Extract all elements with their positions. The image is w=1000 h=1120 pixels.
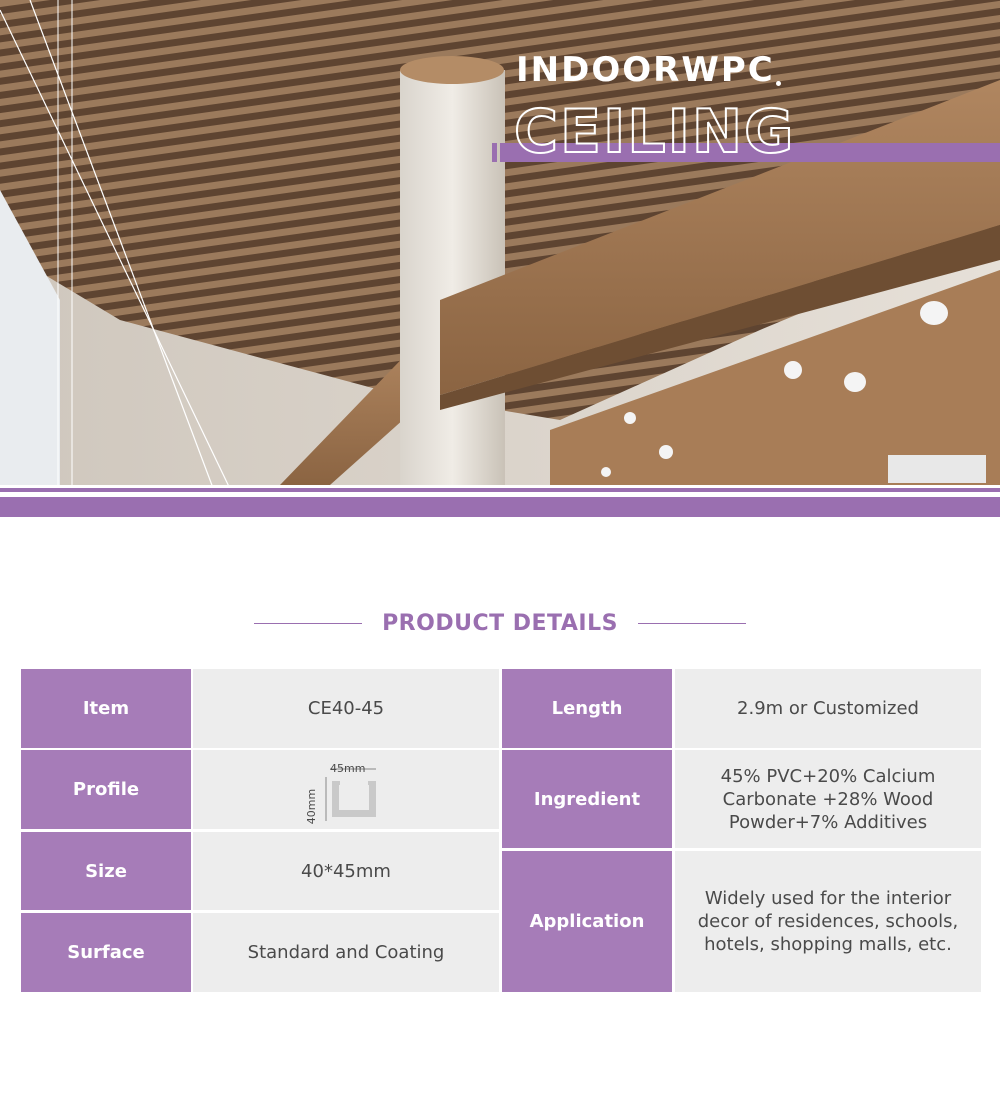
- spec-value-length: 2.9m or Customized: [675, 669, 981, 748]
- heading-rule-right: [638, 623, 746, 624]
- section-title: PRODUCT DETAILS: [382, 610, 618, 636]
- spec-value-ingredient: 45% PVC+20% Calcium Carbonate +28% Wood Powder+7% Additives: [675, 750, 981, 848]
- subtitle-accent-mark: [492, 143, 497, 162]
- spec-value-size: 40*45mm: [193, 832, 499, 910]
- hero-divider-band: [0, 497, 1000, 517]
- spec-value-application: Widely used for the interior decor of residences, schools, hotels, shopping malls, etc.: [675, 851, 981, 992]
- hero-divider-line: [0, 488, 1000, 492]
- spec-label-item: Item: [21, 669, 191, 748]
- profile-width-label: 45mm: [330, 761, 366, 775]
- spec-value-profile: [193, 750, 499, 829]
- spec-label-size: Size: [21, 832, 191, 910]
- spec-value-item: CE40-45: [193, 669, 499, 748]
- spec-label-surface: Surface: [21, 913, 191, 992]
- profile-height-label: 40mm: [305, 788, 319, 824]
- hero-banner: [0, 0, 1000, 520]
- heading-rule-left: [254, 623, 362, 624]
- brand-dot: [776, 81, 781, 86]
- subtitle: CEILING: [514, 97, 796, 167]
- spec-value-surface: Standard and Coating: [193, 913, 499, 992]
- spec-label-ingredient: Ingredient: [502, 750, 672, 848]
- spec-label-application: Application: [502, 851, 672, 992]
- ceiling-photo: [0, 0, 1000, 485]
- profile-drawing: [306, 755, 386, 825]
- section-heading: [0, 606, 1000, 640]
- spec-label-length: Length: [502, 669, 672, 748]
- spec-label-profile: Profile: [21, 750, 191, 829]
- brand-title: INDOORWPC: [516, 50, 775, 90]
